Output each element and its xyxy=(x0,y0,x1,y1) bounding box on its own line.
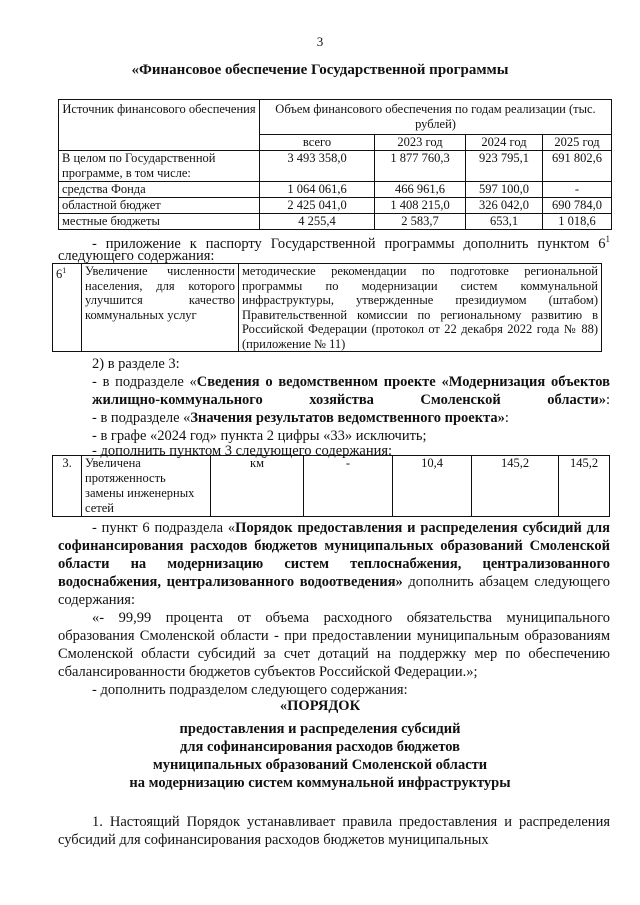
heading-line-5: на модернизацию систем коммунальной инфраструктуры xyxy=(129,775,511,791)
table-row: областной бюджет 2 425 041,0 1 408 215,0 326 042,0 690 784,0 xyxy=(59,198,612,214)
col-total: всего xyxy=(260,135,375,151)
header-source: Источник финансового обеспечения xyxy=(59,100,260,151)
table-row: 3. Увеличена протяженность замены инженерных сетей км - 10,4 145,2 145,2 xyxy=(53,456,610,517)
paragraph-appendix-cont: следующего содержания: xyxy=(58,248,215,264)
page-number: 3 xyxy=(316,34,324,49)
sub-item-project: - в подразделе «Сведения о ведомственном проекте «Модернизация объектов жилищно-коммунального хозяйства Смоленской области»: xyxy=(92,374,611,408)
heading-line-4: муниципальных образований Смоленской области xyxy=(152,757,488,773)
point3-table xyxy=(52,455,610,517)
clause-1: 1. Настоящий Порядок устанавливает правила предоставления и распределения субсидий для софинансирования расходов бюджетов муниципальных xyxy=(58,814,610,848)
sub-item-results: - в подразделе «Значения результатов ведомственного проекта»: xyxy=(92,410,509,426)
heading-line-2: предоставления и распределения субсидий xyxy=(179,721,461,737)
appendix-document: методические рекомендации по подготовке региональной программы по модернизации систем коммунальной инфраструктуры, утвержденные президиумом (штабом) Правительственной комиссии по региональному развитию в Российской Федерации (протокол от 22 декабря 2022 года № 88) (приложение № 11) xyxy=(239,264,602,352)
sub-item-point3: - дополнить пунктом 3 следующего содержания: xyxy=(92,443,393,459)
appendix-table xyxy=(52,263,602,352)
item-section-3: 2) в разделе 3: xyxy=(92,356,180,372)
sub-item-2024: - в графе «2024 год» пункта 2 цифры «33» исключить; xyxy=(92,428,427,444)
quote-paragraph: «- 99,99 процента от объема расходного обязательства муниципального образования Смоленской области - при предоставлении муниципальным образованиям Смоленской области субсидий за счет дотаций на поддержку мер по обеспечению сбалансированности бюджетов субъектов Российской Федерации.»; xyxy=(58,610,610,680)
table-row: В целом по Государственной программе, в том числе: 3 493 358,0 1 877 760,3 923 795,1 691 802,6 xyxy=(59,151,612,182)
header-volume: Объем финансового обеспечения по годам реализации (тыс. рублей) xyxy=(260,100,612,135)
appendix-num: $6^1$ xyxy=(53,264,82,352)
heading-line-3: для софинансирования расходов бюджетов xyxy=(180,739,460,755)
table-row: средства Фонда 1 064 061,6 466 961,6 597 100,0 - xyxy=(59,182,612,198)
col-2025: 2025 год xyxy=(543,135,612,151)
section-title: «Финансовое обеспечение Государственной программы xyxy=(131,62,509,78)
col-2023: 2023 год xyxy=(375,135,466,151)
table-row xyxy=(53,264,602,352)
paragraph-subsidy-order: - пункт 6 подраздела «Порядок предоставления и распределения субсидий для софинансирования расходов бюджетов муниципальных образований Смоленской области на модернизацию систем теплоснабжения, централизованного водоснабжения, централизованного водоотведения» дополнить абзацем следующего содержания: xyxy=(58,520,611,608)
table-row: местные бюджеты 4 255,4 2 583,7 653,1 1 018,6 xyxy=(59,214,612,230)
financing-table xyxy=(58,99,612,230)
appendix-indicator: Увеличение численности населения, для которого улучшится качество коммунальных услуг xyxy=(82,264,239,352)
heading-line-1: «ПОРЯДОК xyxy=(279,698,361,714)
paragraph-appendix: - приложение к паспорту Государственной программы дополнить пунктом $6^1$ xyxy=(92,234,610,252)
col-2024: 2024 год xyxy=(466,135,543,151)
paragraph-add-subsection: - дополнить подразделом следующего содержания: xyxy=(92,682,408,698)
